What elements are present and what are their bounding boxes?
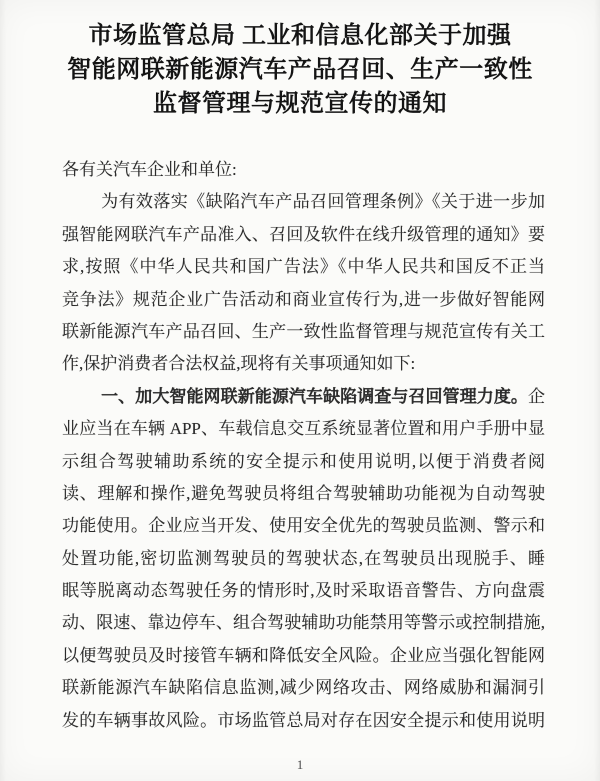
- text-line: [62, 478, 545, 510]
- page-number: 1: [296, 757, 304, 772]
- text-line: [62, 381, 545, 413]
- text-line: [62, 251, 545, 283]
- body-text: 企: [528, 386, 545, 406]
- body-text: 各有关汽车企业和单位:: [62, 160, 237, 179]
- body-text: 竞争法》规范企业广告活动和商业宣传行为,进一步做好智能网: [62, 289, 545, 309]
- title-line: 智能网联新能源汽车产品召回、生产一致性: [67, 57, 533, 83]
- text-line: [62, 575, 545, 607]
- text-line: [62, 186, 545, 218]
- text-line: [62, 154, 545, 186]
- title-line: 监督管理与规范宣传的通知: [153, 91, 447, 117]
- body-text: 读、理解和操作,避免驾驶员将组合驾驶辅助功能视为自动驾驶: [62, 483, 545, 503]
- text-line: [62, 413, 545, 445]
- body-text: 以便驾驶员及时接管车辆和降低安全风险。企业应当强化智能网: [62, 645, 545, 665]
- body-text: 为有效落实《缺陷汽车产品召回管理条例》《关于进一步加: [101, 192, 545, 212]
- document-body: [62, 154, 545, 737]
- text-line: [62, 510, 545, 542]
- document-title: [0, 0, 600, 121]
- text-line: [62, 640, 545, 672]
- text-line: [62, 672, 545, 704]
- body-text: 功能使用。企业应当开发、使用安全优先的驾驶员监测、警示和: [62, 516, 545, 536]
- body-text: 强智能网联汽车产品准入、召回及软件在线升级管理的通知》要: [62, 224, 545, 244]
- text-line: [62, 284, 545, 316]
- text-line: [62, 316, 545, 348]
- body-text: 联新能源汽车缺陷信息监测,减少网络攻击、网络威胁和漏洞引: [62, 678, 545, 698]
- body-text: 发的车辆事故风险。市场监管总局对存在因安全提示和使用说明: [62, 710, 545, 730]
- text-line: [62, 348, 545, 380]
- body-text: 示组合驾驶辅助系统的安全提示和使用说明,以便于消费者阅: [62, 451, 545, 471]
- body-text: 作,保护消费者合法权益,现将有关事项通知如下:: [62, 354, 416, 374]
- text-line: [62, 705, 545, 737]
- section-heading-text: 一、加大智能网联新能源汽车缺陷调查与召回管理力度。: [101, 386, 528, 406]
- text-line: [62, 446, 545, 478]
- text-line: [62, 543, 545, 575]
- body-text: 求,按照《中华人民共和国广告法》《中华人民共和国反不正当: [62, 257, 545, 277]
- body-text: 动、限速、靠边停车、组合驾驶辅助功能禁用等警示或控制措施,: [62, 613, 545, 633]
- body-text: 业应当在车辆 APP、车载信息交互系统显著位置和用户手册中显: [62, 419, 545, 439]
- text-line: [62, 607, 545, 639]
- body-text: 处置功能,密切监测驾驶员的驾驶状态,在驾驶员出现脱手、睡: [62, 548, 545, 568]
- body-text: 联新能源汽车产品召回、生产一致性监督管理与规范宣传有关工: [62, 321, 545, 341]
- text-line: [62, 219, 545, 251]
- title-line: 市场监管总局 工业和信息化部关于加强: [88, 23, 512, 49]
- body-text: 眠等脱离动态驾驶任务的情形时,及时采取语音警告、方向盘震: [62, 581, 545, 601]
